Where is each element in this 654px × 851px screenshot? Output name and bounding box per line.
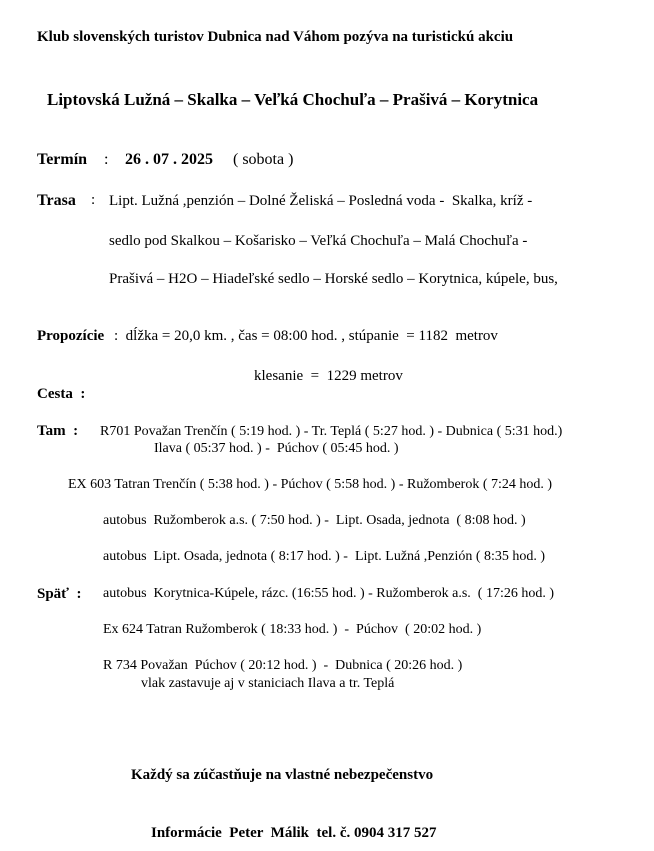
organizer-line: Klub slovenských turistov Dubnica nad Váhom pozýva na turistickú akciu [37, 29, 514, 45]
propozicie-label: Propozície [37, 328, 105, 344]
trasa-line: sedlo pod Skalkou – Košarisko – Veľká Chochuľa – Malá Chochuľa - [109, 233, 528, 249]
trasa-label: Trasa [37, 192, 76, 209]
tam-line: R701 Považan Trenčín ( 5:19 hod. ) - Tr. Teplá ( 5:27 hod. ) - Dubnica ( 5:31 hod.) [100, 424, 563, 439]
termin-label: Termín [37, 151, 88, 168]
spat-line: Ex 624 Tatran Ružomberok ( 18:33 hod. ) - Púchov ( 20:02 hod. ) [103, 622, 482, 637]
tam-line: Ilava ( 05:37 hod. ) - Púchov ( 05:45 hod. ) [154, 441, 399, 456]
tam-line: autobus Ružomberok a.s. ( 7:50 hod. ) - Lipt. Osada, jednota ( 8:08 hod. ) [103, 513, 526, 528]
tam-line: EX 603 Tatran Trenčín ( 5:38 hod. ) - Púchov ( 5:58 hod. ) - Ružomberok ( 7:24 hod. ) [68, 477, 553, 492]
propozicie-line: : dĺžka = 20,0 km. , čas = 08:00 hod. , stúpanie = 1182 metrov [114, 328, 498, 344]
spat-note: vlak zastavuje aj v staniciach Ilava a tr. Teplá [141, 676, 395, 691]
route-title: Liptovská Lužná – Skalka – Veľká Chochuľa – Prašivá – Korytnica [47, 90, 539, 109]
spat-label: Späť : [37, 586, 82, 602]
termin-colon: : [104, 151, 109, 168]
spat-line: autobus Korytnica-Kúpele, rázc. (16:55 hod. ) - Ružomberok a.s. ( 17:26 hod. ) [103, 586, 554, 601]
warning-line: Každý sa zúčastňuje na vlastné nebezpečenstvo [131, 767, 434, 783]
trasa-line: Lipt. Lužná ,penzión – Dolné Želiská – Posledná voda - Skalka, kríž - [109, 193, 533, 209]
tam-line: autobus Lipt. Osada, jednota ( 8:17 hod. ) - Lipt. Lužná ,Penzión ( 8:35 hod. ) [103, 549, 546, 564]
trasa-colon: : [91, 192, 96, 208]
trasa-line: Prašivá – H2O – Hiadeľské sedlo – Horské sedlo – Korytnica, kúpele, bus, [109, 271, 558, 287]
spat-line: R 734 Považan Púchov ( 20:12 hod. ) - Dubnica ( 20:26 hod. ) [103, 658, 463, 673]
cesta-label: Cesta : [37, 386, 86, 402]
propozicie-descent: klesanie = 1229 metrov [254, 368, 403, 384]
tam-label: Tam : [37, 423, 79, 439]
termin-day: ( sobota ) [233, 151, 294, 168]
termin-date: 26 . 07 . 2025 [125, 151, 213, 168]
contact-info: Informácie Peter Málik tel. č. 0904 317 527 [151, 825, 437, 841]
